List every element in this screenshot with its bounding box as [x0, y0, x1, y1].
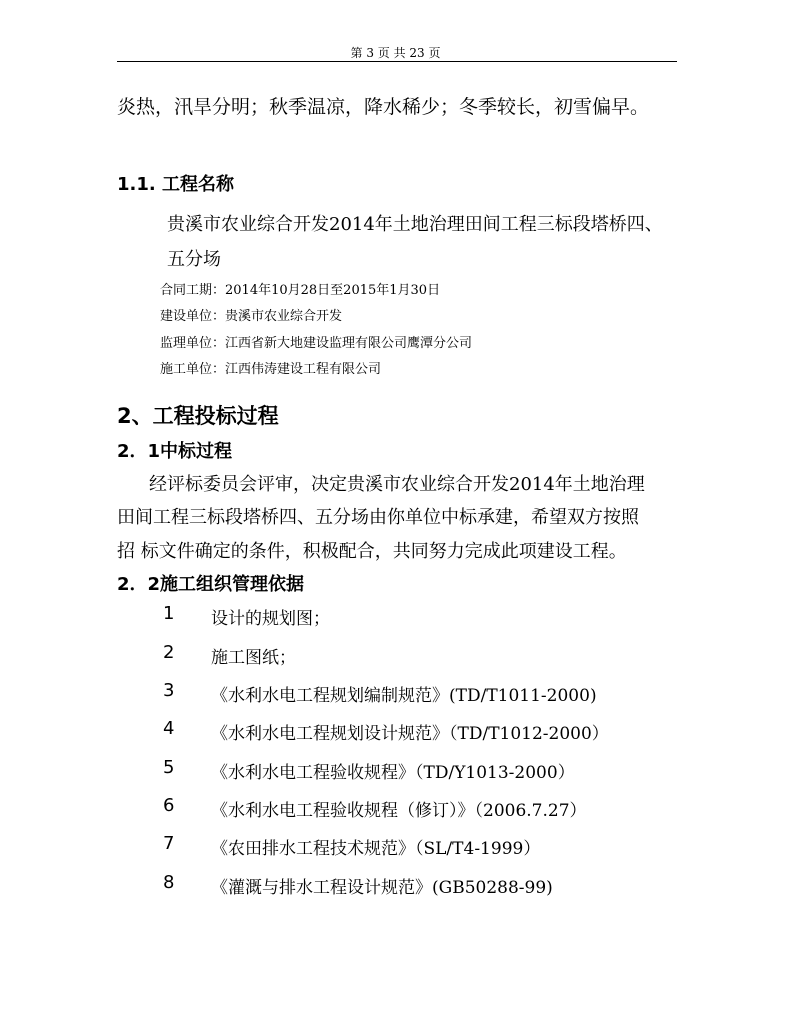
list-item-number: 6	[163, 795, 175, 816]
list-item-text: 《水利水电工程验收规程》（TD/Y1013-2000）	[211, 763, 575, 783]
bid-paragraph-line-1: 经评标委员会评审，决定贵溪市农业综合开发2014年土地治理	[149, 474, 645, 495]
list-item-text: 《灌溉与排水工程设计规范》(GB50288-99)	[211, 878, 553, 898]
bid-paragraph-line-3: 招 标文件确定的条件，积极配合，共同努力完成此项建设工程。	[117, 541, 627, 562]
list-item-text: 设计的规划图；	[211, 609, 330, 629]
bid-paragraph-line-2: 田间工程三标段塔桥四、五分场由你单位中标承建，希望双方按照	[117, 507, 639, 528]
list-item-text: 《水利水电工程规划设计规范》（TD/T1012-2000）	[211, 724, 609, 744]
section-2-2-heading: 2．2施工组织管理依据	[117, 574, 305, 595]
list-item-text: 施工图纸；	[211, 648, 296, 668]
list-item-number: 7	[163, 833, 175, 854]
construction-unit: 建设单位：贵溪市农业综合开发	[160, 309, 343, 324]
contractor-unit: 施工单位：江西伟涛建设工程有限公司	[160, 362, 382, 377]
list-item-number: 5	[163, 757, 175, 778]
list-item-number: 2	[163, 642, 175, 663]
climate-continuation-text: 炎热，汛旱分明；秋季温凉，降水稀少；冬季较长，初雪偏早。	[117, 96, 650, 118]
list-item-number: 3	[163, 680, 175, 701]
list-item-number: 1	[163, 603, 175, 624]
contract-period: 合同工期：2014年10月28日至2015年1月30日	[160, 283, 441, 298]
section-1-1-heading: 1.1. 工程名称	[117, 174, 234, 195]
list-item-number: 4	[163, 718, 175, 739]
list-item-text: 《农田排水工程技术规范》（SL/T4-1999）	[211, 839, 541, 859]
supervision-unit: 监理单位：江西省新大地建设监理有限公司鹰潭分公司	[160, 336, 473, 351]
list-item-number: 8	[163, 872, 175, 893]
header-divider	[117, 61, 677, 62]
section-2-1-heading: 2．1中标过程	[117, 441, 233, 462]
list-item-text: 《水利水电工程规划编制规范》(TD/T1011-2000)	[211, 686, 597, 706]
project-name-line-1: 贵溪市农业综合开发2014年土地治理田间工程三标段塔桥四、	[167, 214, 663, 235]
page-header-info: 第 3 页 共 23 页	[350, 46, 441, 60]
list-item-text: 《水利水电工程验收规程（修订）》（2006.7.27）	[211, 801, 587, 821]
section-2-heading: 2、工程投标过程	[117, 404, 279, 428]
project-name-line-2: 五分场	[167, 249, 221, 270]
